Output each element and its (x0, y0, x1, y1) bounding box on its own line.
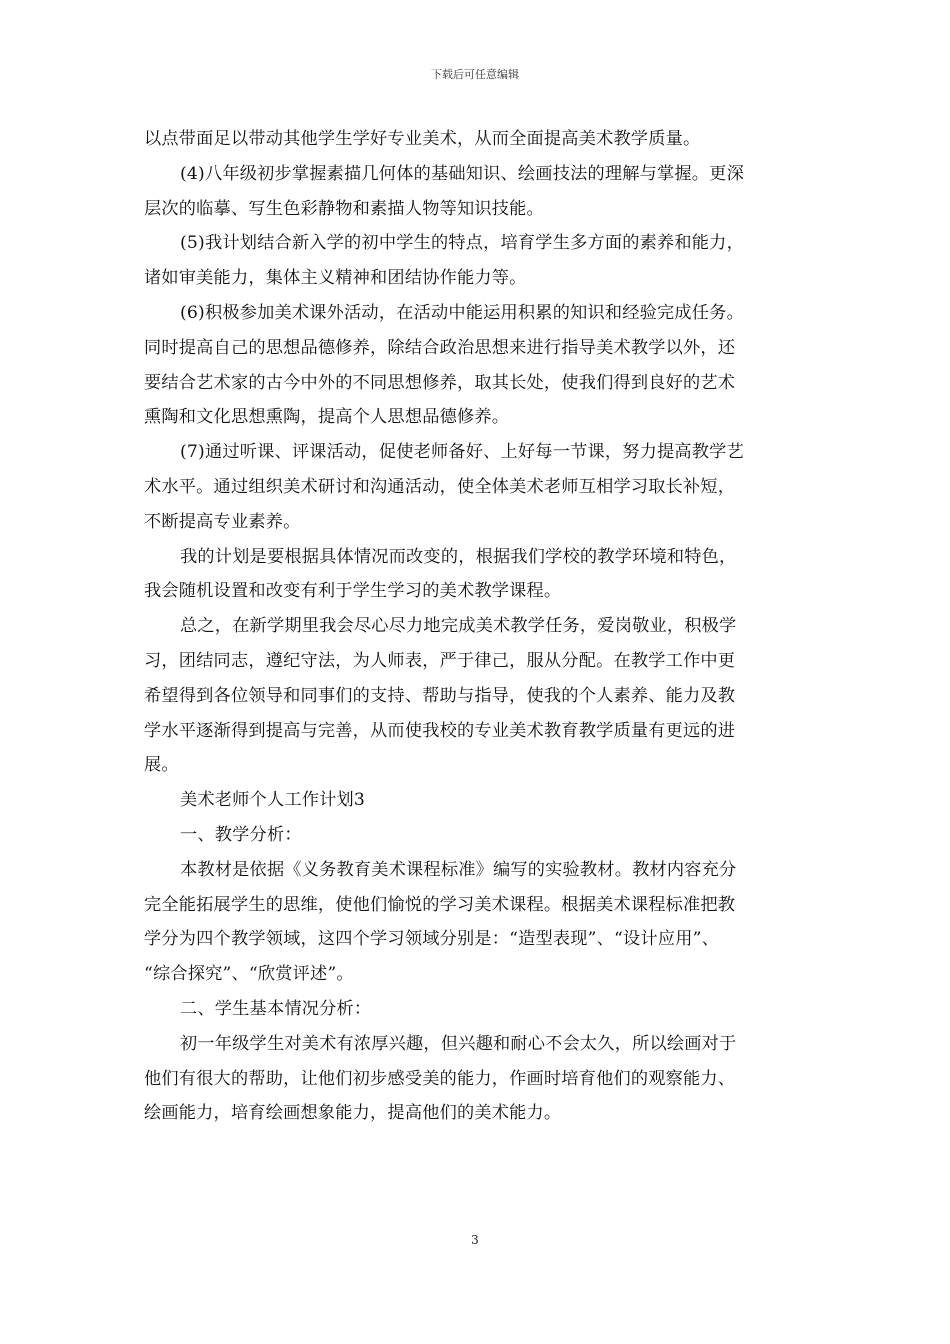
text-line: 层次的临摹、写生色彩静物和素描人物等知识技能。 (144, 198, 544, 219)
section-heading: 二、学生基本情况分析： (180, 998, 372, 1019)
text-line: 同时提高自己的思想品德修养，除结合政治思想来进行指导美术教学以外，还 (144, 337, 736, 358)
text-line: 绘画能力，培育绘画想象能力，提高他们的美术能力。 (144, 1103, 562, 1124)
section-title: 美术老师个人工作计划3 (180, 790, 366, 811)
page-number: 3 (471, 1233, 479, 1247)
text-line: 他们有很大的帮助，让他们初步感受美的能力，作画时培育他们的观察能力、 (144, 1068, 736, 1089)
text-line: 术水平。通过组织美术研讨和沟通活动，使全体美术老师互相学习取长补短， (144, 476, 736, 497)
text-line: 学水平逐渐得到提高与完善，从而使我校的专业美术教育教学质量有更远的进 (144, 720, 736, 741)
text-line: 诸如审美能力，集体主义精神和团结协作能力等。 (144, 268, 527, 289)
text-line: 我的计划是要根据具体情况而改变的，根据我们学校的教学环境和特色， (180, 546, 737, 567)
text-line: (7)通过听课、评课活动，促使老师备好、上好每一节课，努力提高教学艺 (180, 442, 744, 463)
text-line: 总之，在新学期里我会尽心尽力地完成美术教学任务，爱岗敬业，积极学 (180, 616, 737, 637)
text-line: 初一年级学生对美术有浓厚兴趣，但兴趣和耐心不会太久，所以绘画对于 (180, 1033, 737, 1054)
text-line: 要结合艺术家的古今中外的不同思想修养，取其长处，使我们得到良好的艺术 (144, 372, 736, 393)
text-line: (6)积极参加美术课外活动，在活动中能运用积累的知识和经验完成任务。 (180, 302, 744, 323)
page-header: 下载后可任意编辑 (431, 68, 519, 81)
text-line: 熏陶和文化思想熏陶，提高个人思想品德修养。 (144, 407, 510, 428)
text-line: 习，团结同志，遵纪守法，为人师表，严于律己，服从分配。在教学工作中更 (144, 650, 736, 671)
text-line: (4)八年级初步掌握素描几何体的基础知识、绘画技法的理解与掌握。更深 (180, 163, 744, 184)
text-line: 学分为四个教学领域，这四个学习领域分别是：“造型表现”、“设计应用”、 (144, 929, 719, 950)
document-body (144, 122, 808, 1131)
text-line: 希望得到各位领导和同事们的支持、帮助与指导，使我的个人素养、能力及教 (144, 685, 736, 706)
text-line: 本教材是依据《义务教育美术课程标准》编写的实验教材。教材内容充分 (180, 859, 737, 880)
text-line: 以点带面足以带动其他学生学好专业美术，从而全面提高美术教学质量。 (144, 129, 701, 149)
text-line: 展。 (144, 755, 179, 776)
section-heading: 一、教学分析： (180, 824, 302, 845)
text-line: 完全能拓展学生的思维，使他们愉悦的学习美术课程。根据美术课程标准把教 (144, 894, 736, 915)
text-line: (5)我计划结合新入学的初中学生的特点，培育学生多方面的素养和能力， (180, 233, 744, 254)
text-line: “综合探究”、“欣赏评述”。 (144, 964, 354, 985)
text-line: 不断提高专业素养。 (144, 511, 301, 532)
text-line: 我会随机设置和改变有利于学生学习的美术教学课程。 (144, 581, 562, 602)
